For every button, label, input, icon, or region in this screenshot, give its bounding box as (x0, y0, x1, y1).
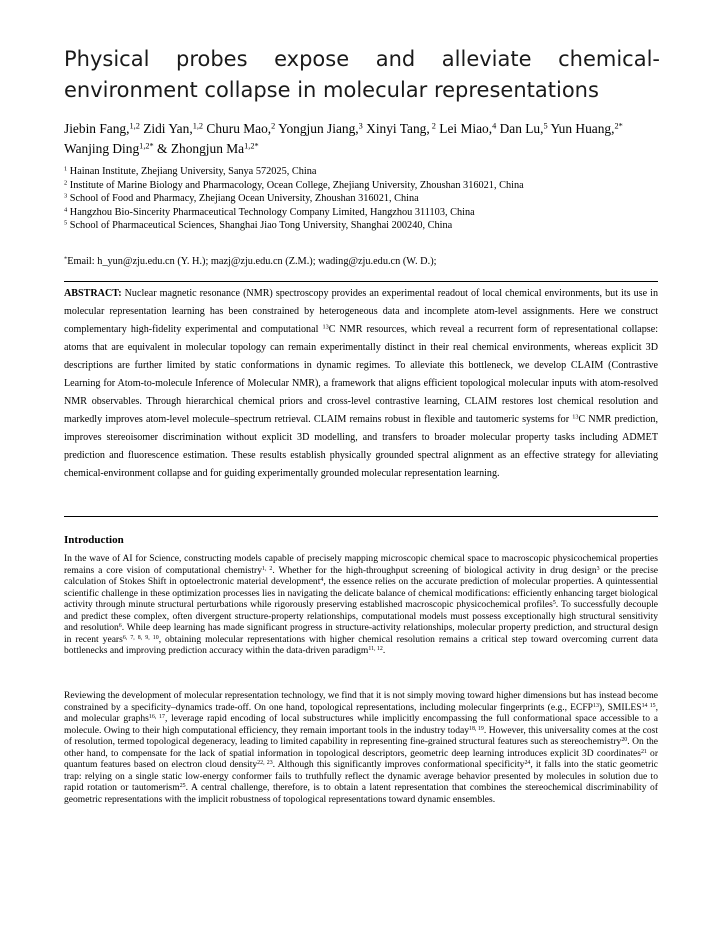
author-list: Jiebin Fang,$^{1,2}$ Zidi Yan,$^{1,2}$ Churu Mao,$^2$ Yongjun Jiang,$^3$ Xinyi Tang, $^2$ Lei Miao,$^4$ Dan Lu,$^5$ Yun Huang,$^{2*}$ Wanjing Ding$^{1,2*}$ & Zhongjun $Ma^{1,2*}$ (64, 121, 623, 156)
affiliation-3: $^3$ School of Food and Pharmacy, Zhejiang Ocean University, Zhoushan 316021, China (64, 192, 419, 204)
affiliation-4: $^4$ Hangzhou Bio-Sincerity Pharmaceutical Technology Company Limited, Hangzhou 311103, China (64, 206, 475, 218)
paper-title: Physical probes expose and alleviate chemical-environment collapse in molecular representations (64, 47, 660, 102)
intro-paragraph-2: Reviewing the development of molecular representation technology, we find that it is not simply moving toward higher dimensions but has instead become constrained by a specificity–dynamics trade-off. On one hand, topological representations, including molecular fingerprints (e.g., ECFP$^{13}$), $SMILES^{14 15}$, and molecular graphs$^{16, 17}$, leverage rapid encoding of local substructures while implicitly encompassing the full conformational space accessible to a molecule. Owing to their high computational efficiency, they remain important tools in the industry today$^{18, 19}$. However, this universality comes at the cost of resolution, termed topological degeneracy, leading to limited capability in representing fine-grained structural features such as stereochemistry$^{20}$. On the other hand, to compensate for the lack of spatial information in topological descriptors, geometric deep learning introduces explicit 3D coordinates$^{21}$ or quantum features based on electron cloud density$^{22, 23}$. Although this significantly improves conformational specificity$^{24}$, it falls into the static geometric trap: relying on a single static low-energy conformer fails to truthfully reflect the dynamic average behavior presented by molecules in solution due to rapid rotation or tautomerism$^{25}$. A central challenge, therefore, is to obtain a latent representation that combines the stereochemical discriminability of geometric representations with the implicit robustness of topological representations toward dynamic ensembles. (64, 690, 659, 805)
intro-paragraph-1: In the wave of AI for Science, constructing models capable of precisely mapping microscopic chemical space to macroscopic physicochemical properties remains a core vision of computational chemistry$^{1, 2}$. Whether for the high-throughput screening of biological activity in drug design$^3$ or the precise calculation of Stokes Shift in optoelectronic material development$^4$, the essence relies on the accurate prediction of molecular properties. A quintessential scientific challenge in these optimization processes lies in navigating the delicate balance of chemical modifications: efficiently enhancing target biological activity through minute structural perturbations while rigorously preserving established macroscopic physicochemical profiles$^5$. To successfully decouple and predict these complex, often divergent structure-property relationships, computational models must possess exceptionally high structural sensitivity and resolution$^6$. While deep learning has made significant progress in structure-activity relationships, molecular property prediction, and structural design in recent years$^{6, 7, 8, 9, 10}$, obtaining molecular representations with higher chemical resolution remains a critical step toward overcoming current data bottlenecks and improving prediction accuracy within the data-driven paradigm$^{11, 12}$. (64, 553, 659, 657)
affiliation-5: $^5$ School of Pharmaceutical Sciences, Shanghai Jiao Tong University, Shanghai 200240, China (64, 219, 453, 231)
abstract-block (64, 285, 658, 484)
affiliation-list (64, 165, 660, 233)
abstract-text: Nuclear magnetic resonance (NMR) spectroscopy provides an experimental readout of local chemical environments, but its use in molecular representation learning has been constrained by heterogeneous data and incomplete atom-level assignments. Here we construct complementary high-fidelity experimental and computational $^{13}$C NMR resources, which reveal a recurrent form of representational collapse: atoms that are equivalent in molecular topology can remain experimentally distinct in their real chemical environments, whereas explicit 3D descriptions are further limited by static conformations in dynamic regimes. To alleviate this bottleneck, we develop CLAIM (Contrastive Learning for Atom-to-molecule Inference of Molecular NMR), a framework that aligns efficient topological molecular inputs with atom-resolved NMR observables. Through hierarchical chemical priors and cross-level contrastive learning, CLAIM restores lost chemical resolution and markedly improves atom-level molecule–spectrum retrieval. CLAIM remains robust in flexible and tautomeric systems for $^{13}$C NMR prediction, improves stereoisomer discrimination without explicit 3D modelling, and transfers to broader molecular property tasks including ADMET prediction and fluorescence estimation. These results establish physically grounded spectral alignment as an effective strategy for alleviating chemical-environment collapse and for guiding experimentally grounded molecular representation learning. (64, 288, 658, 480)
abstract-top-rule (64, 281, 658, 282)
abstract-label: ABSTRACT: (64, 288, 122, 299)
corresponding-email: *Email: h_yun@zju.edu.cn (Y. H.); mazj@zju.edu.cn (Z.M.); wading@zju.edu.cn (W. D.); (64, 255, 437, 267)
abstract-bottom-rule (64, 516, 658, 517)
section-heading-introduction: Introduction (64, 534, 124, 546)
affiliation-2: $^2$ Institute of Marine Biology and Pharmacology, Ocean College, Zhejiang University, Zhoushan 316021, China (64, 179, 524, 191)
affiliation-1: $^1$ Hainan Institute, Zhejiang University, Sanya 572025, China (64, 165, 317, 177)
